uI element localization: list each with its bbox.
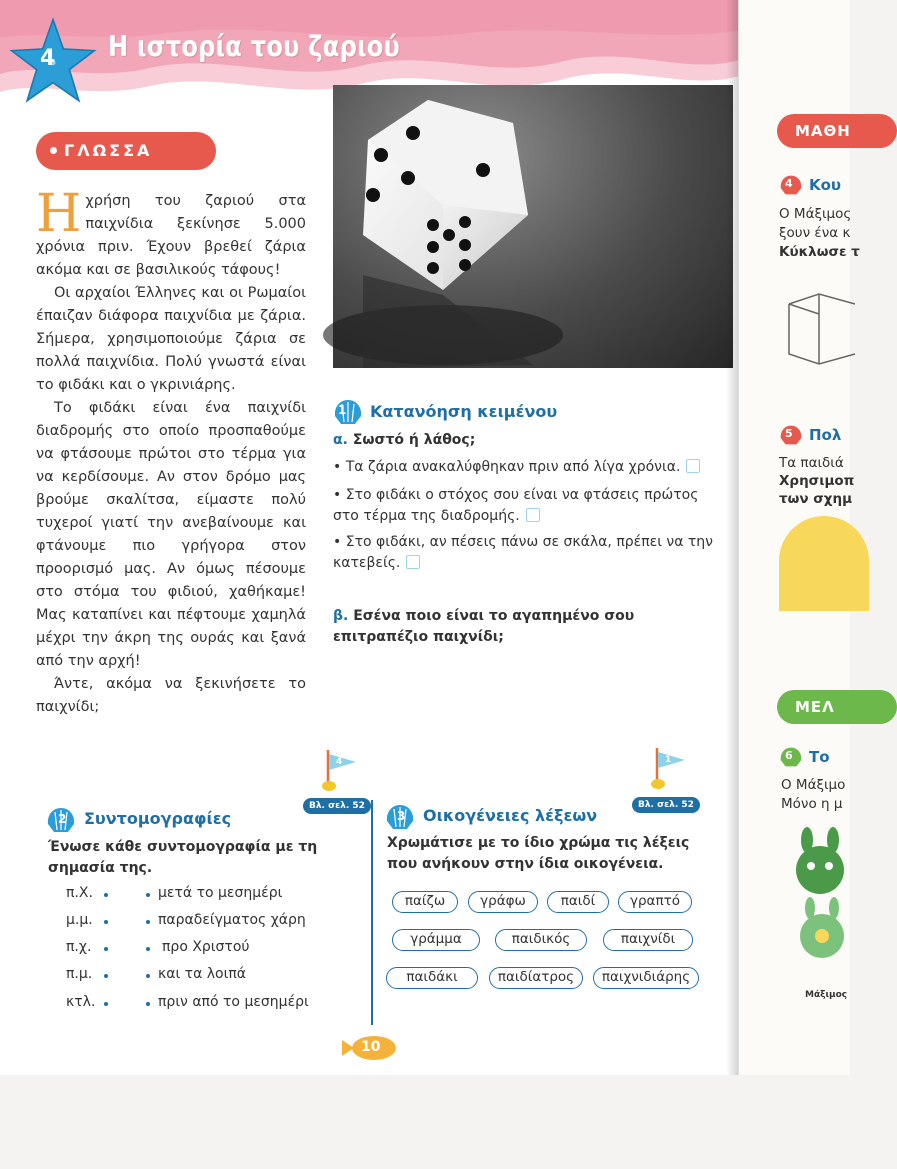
next-ex5-line-1: Τα παιδιά <box>779 455 844 471</box>
statement-text: Στο φιδάκι ο στόχος σου είναι να φτάσεις πρώτος στο τέρμα της διαδρομής. <box>333 487 699 524</box>
statement-text: Στο φιδάκι, αν πέσεις πάνω σε σκάλα, πρέπει να την κατεβείς. <box>333 534 713 571</box>
word-box[interactable]: παίζω <box>392 891 458 913</box>
word-box[interactable]: παιδίατρος <box>489 967 583 989</box>
exercise-3-number: 3 <box>397 809 406 823</box>
match-dot-left[interactable] <box>104 893 108 897</box>
column-divider <box>371 800 373 1025</box>
yellow-arch-shape <box>779 516 869 611</box>
part-letter: α. <box>333 432 348 448</box>
abbreviation-3: π.χ. <box>66 939 92 955</box>
chapter-number: 4 <box>40 46 56 71</box>
word-box[interactable]: παιδικός <box>495 929 587 951</box>
exercise-3-page-ref: Βλ. σελ. 52 <box>632 797 700 813</box>
reading-paragraph-2: Οι αρχαίοι Έλληνες και οι Ρωμαίοι έπαιζαν διάφορα παιχνίδια με ζάρια. Σήμερα, χρησιμοποιούμε ζάρια σε πολλά παιχνίδια. Πολύ γνωστά είναι το φιδάκι και ο γκρινιάρης. <box>36 285 306 393</box>
next-ex4-line-3: Κύκλωσε τ <box>779 244 860 260</box>
meaning-3: προ Χριστού <box>162 939 250 955</box>
match-dot-left[interactable] <box>104 947 108 951</box>
dropcap: Η <box>36 184 82 244</box>
word-box[interactable]: παιδάκι <box>386 967 478 989</box>
dice-illustration <box>333 85 733 368</box>
word-box[interactable]: παιχνιδιάρης <box>593 967 699 989</box>
match-dot-right[interactable] <box>146 920 150 924</box>
abbreviation-5: κτλ. <box>66 994 96 1010</box>
reading-paragraph-1 <box>36 184 306 282</box>
true-false-statement-3: • Στο φιδάκι, αν πέσεις πάνω σε σκάλα, πρέπει να την κατεβείς. <box>333 534 713 571</box>
word-box[interactable]: γραπτό <box>618 891 692 913</box>
meaning-2: παραδείγματος χάρη <box>158 912 306 928</box>
exercise-2-flag-icon <box>322 748 360 792</box>
paragraph-text: χρήση του ζαριού στα παιχνίδια ξεκίνησε 5.000 χρόνια πριν. Έχουν βρεθεί ζάρια ακόμα και σε βασιλικούς τάφους! <box>36 193 306 278</box>
exercise-3-flag-number: 1 <box>665 755 672 765</box>
abbreviation-4: π.μ. <box>66 966 93 982</box>
exercise-2-flag-number: 4 <box>336 757 343 767</box>
next-ex5-line-3: των σχημ <box>779 491 853 507</box>
word-box[interactable]: παιχνίδι <box>603 929 693 951</box>
green-bunny-icon <box>789 826 851 896</box>
chapter-title: Η ιστορία του ζαριού <box>108 30 401 63</box>
exercise-1-title: Κατανόηση κειμένου <box>370 402 558 421</box>
meaning-1: μετά το μεσημέρι <box>158 885 283 901</box>
match-dot-left[interactable] <box>104 1002 108 1006</box>
match-dot-right[interactable] <box>146 974 150 978</box>
exercise-3-flag-icon <box>651 746 689 790</box>
word-box[interactable]: παιδί <box>547 891 609 913</box>
next-ex5-title: Πολ <box>809 426 842 444</box>
section-pill-glossa: ΓΛΩΣΣΑ <box>36 132 216 170</box>
true-false-statement-2: • Στο φιδάκι ο στόχος σου είναι να φτάσεις πρώτος στο τέρμα της διαδρομής. <box>333 487 699 524</box>
next-ex5-number: 5 <box>785 427 793 440</box>
match-dot-left[interactable] <box>104 974 108 978</box>
match-dot-right[interactable] <box>146 947 150 951</box>
exercise-3-title: Οικογένειες λέξεων <box>423 806 598 825</box>
meaning-4: και τα λοιπά <box>158 966 247 982</box>
match-dot-right[interactable] <box>146 893 150 897</box>
next-ex4-line-1: Ο Μάξιμος <box>779 206 852 222</box>
dice-photo <box>333 85 733 368</box>
answer-checkbox[interactable] <box>406 555 420 569</box>
next-ex6-line-2: Μόνο η μ <box>781 796 843 812</box>
next-ex6-title: Το <box>809 748 830 766</box>
word-box[interactable]: γράμμα <box>392 929 480 951</box>
match-dot-right[interactable] <box>146 1002 150 1006</box>
math-section-pill: ΜΑΘΗ <box>777 114 897 148</box>
prism-shape-icon <box>785 290 855 370</box>
reading-text <box>36 184 306 719</box>
part-title: Σωστό ή λάθος; <box>352 432 476 448</box>
exercise-1b-heading <box>333 606 713 648</box>
part-letter: β. <box>333 608 349 624</box>
next-ex6-number: 6 <box>785 749 793 762</box>
part-title: Εσένα ποιο είναι το αγαπημένο σου επιτραπέζιο παιχνίδι; <box>333 608 635 645</box>
exercise-2-page-ref: Βλ. σελ. 52 <box>303 798 371 814</box>
statement-text: Τα ζάρια ανακαλύφθηκαν πριν από λίγα χρόνια. <box>345 459 681 475</box>
next-ex4-title: Κου <box>809 176 842 194</box>
next-ex5-line-2: Χρησιμοπ <box>779 473 855 489</box>
answer-checkbox[interactable] <box>526 508 540 522</box>
reading-paragraph-4: Άντε, ακόμα να ξεκινήσετε το παιχνίδι; <box>36 676 306 715</box>
mascot-caption: Μάξιμος <box>805 990 848 1000</box>
green-bunny-lightbulb-icon <box>793 896 851 960</box>
true-false-statement-1: • Τα ζάρια ανακαλύφθηκαν πριν από λίγα χρόνια. <box>333 457 713 478</box>
next-ex6-line-1: Ο Μάξιμο <box>781 777 846 793</box>
exercise-1-number: 1 <box>338 403 347 417</box>
abbreviation-1: π.Χ. <box>66 885 93 901</box>
meaning-5: πριν από το μεσημέρι <box>158 994 309 1010</box>
exercise-2-title: Συντομογραφίες <box>84 809 232 828</box>
exercise-2-number: 2 <box>58 812 67 826</box>
answer-checkbox[interactable] <box>686 459 700 473</box>
melody-section-pill: ΜΕΛ <box>777 690 897 724</box>
next-page-sliver <box>738 0 860 1075</box>
next-ex4-line-2: ξουν ένα κ <box>779 225 851 241</box>
next-ex4-number: 4 <box>785 177 793 190</box>
reading-paragraph-3: Το φιδάκι είναι ένα παιχνίδι διαδρομής στο οποίο προσπαθούμε να φτάσουμε πρώτοι στο τέρμα για να κερδίσουμε. Αν στον δρόμο μας βρούμε σκαλίτσα, είμαστε πολύ τυχεροί γιατί την ανεβαίνουμε και φτάνουμε πιο γρήγορα στον προορισμό μας. Αν όμως πέσουμε στο στόμα του φιδιού, χαθήκαμε! Μας καταπίνει και πέφτουμε χαμηλά μέχρι την άκρη της ουράς και ξανά από την αρχή! <box>36 400 306 669</box>
exercise-1a-heading <box>333 432 475 448</box>
exercise-3-instruction: Χρωμάτισε με το ίδιο χρώμα τις λέξεις που ανήκουν στην ίδια οικογένεια. <box>387 835 690 872</box>
match-dot-left[interactable] <box>104 920 108 924</box>
exercise-2-instruction: Ένωσε κάθε συντομογραφία με τη σημασία της. <box>48 839 318 876</box>
word-box[interactable]: γράφω <box>468 891 538 913</box>
abbreviation-2: μ.μ. <box>66 912 93 928</box>
page-number: 10 <box>361 1039 381 1055</box>
